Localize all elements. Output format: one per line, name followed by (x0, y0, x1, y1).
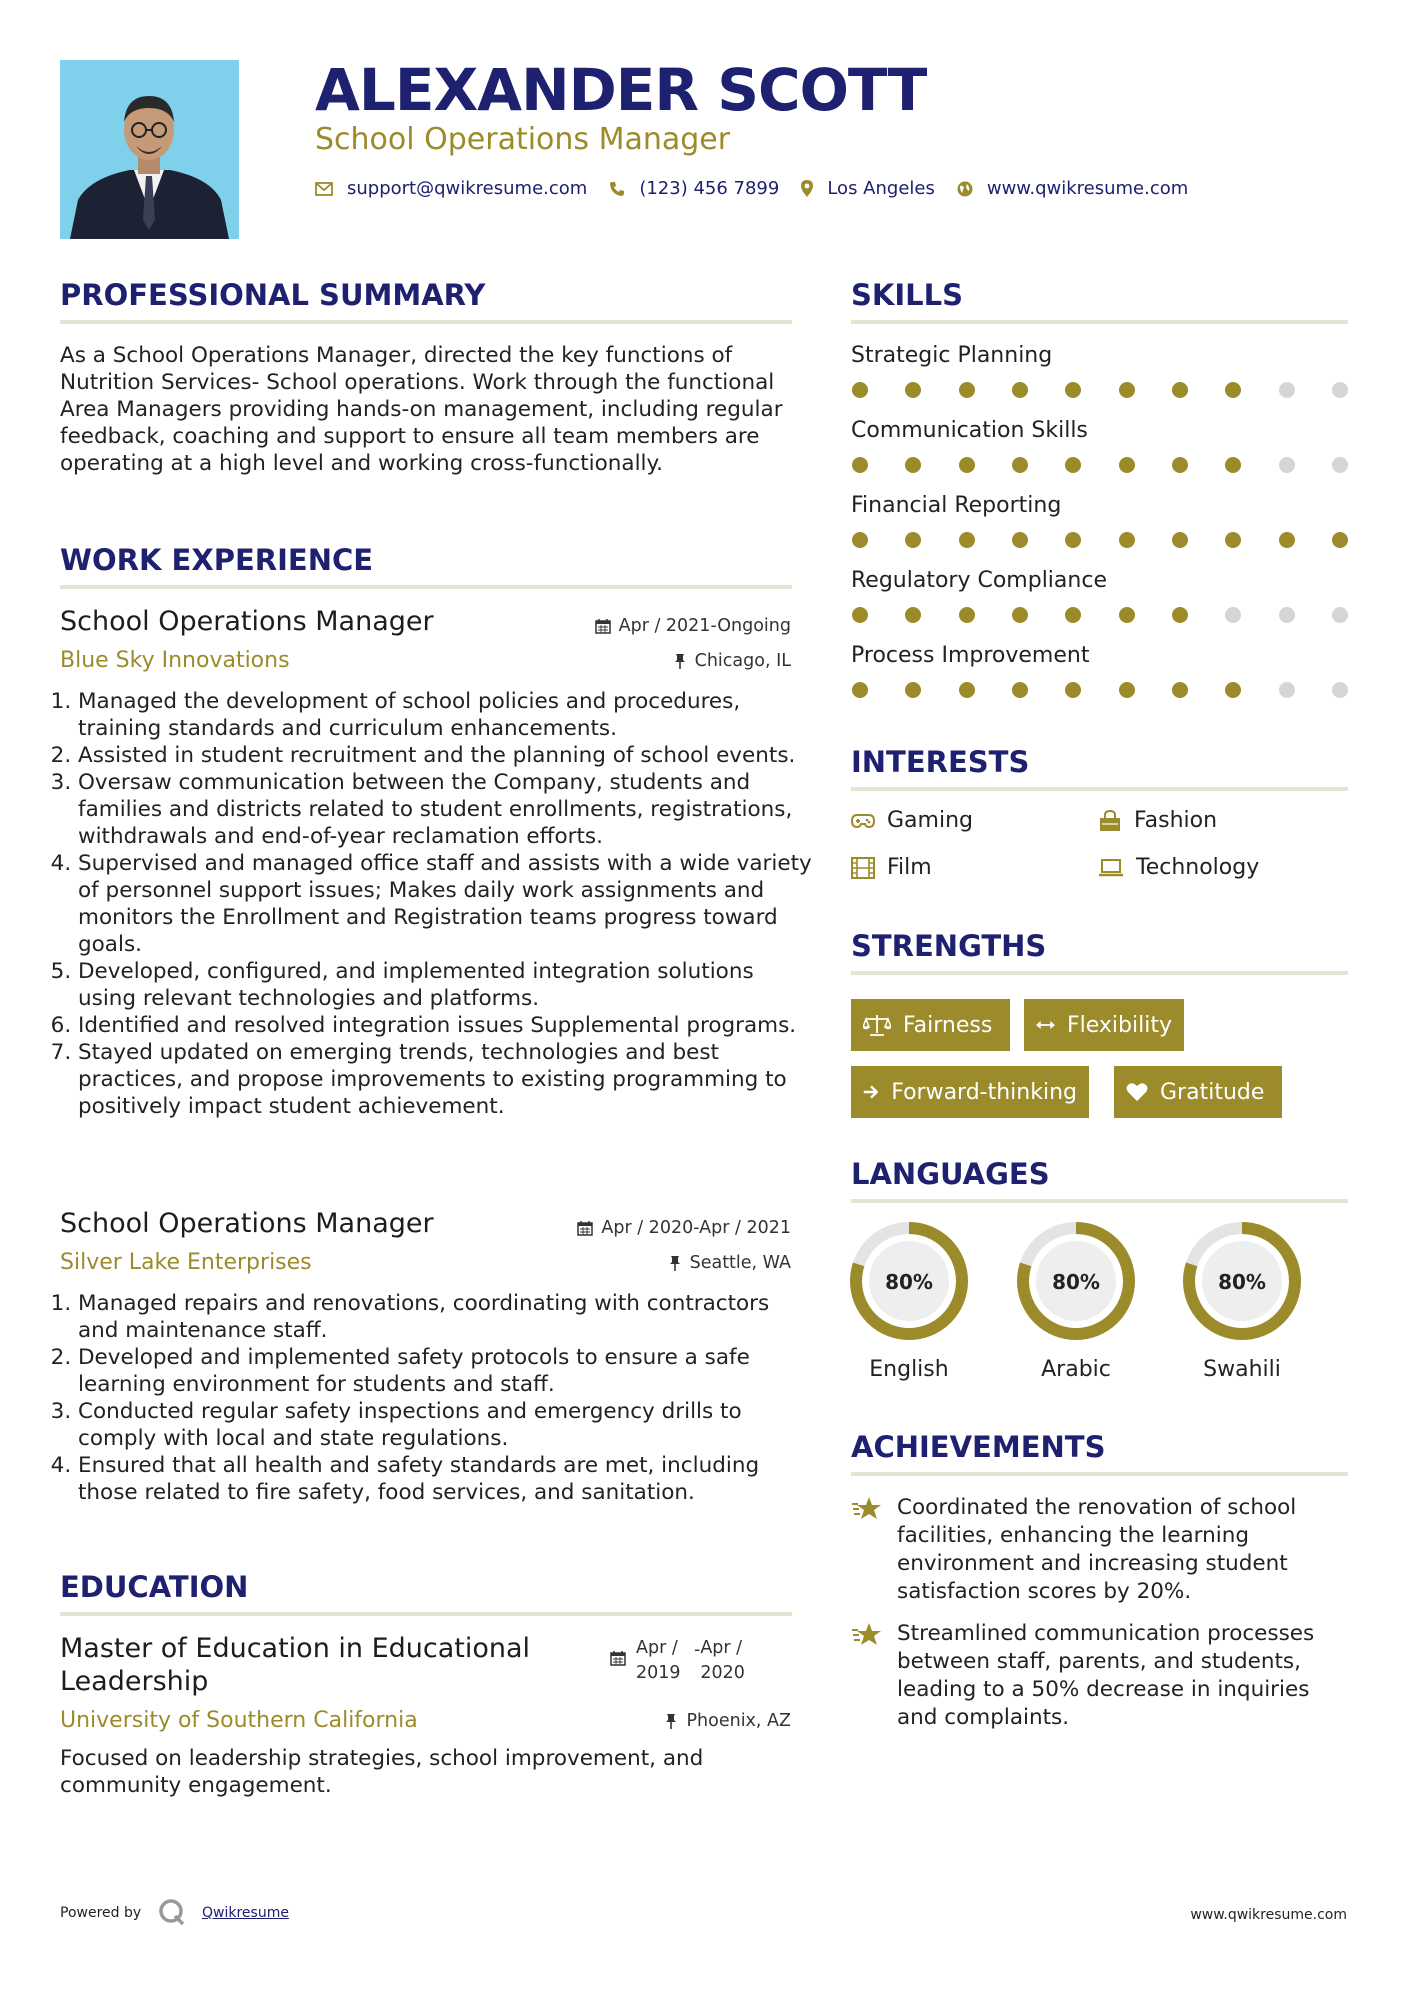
job-bullet: 6. Identified and resolved integration issues Supplemental programs. (78, 1012, 813, 1039)
map-marker-icon (801, 180, 813, 197)
pushpin-icon (668, 1255, 682, 1271)
calendar-icon (577, 1220, 593, 1236)
skills-heading: SKILLS (851, 278, 963, 312)
skill-dot-filled (1012, 382, 1028, 398)
skill-dot-filled (1065, 457, 1081, 473)
skill-dot-filled (1119, 607, 1135, 623)
skill-dot-filled (1119, 457, 1135, 473)
skill-dot-filled (1225, 382, 1241, 398)
contact-email[interactable] (315, 178, 587, 199)
strength-label: Forward-thinking (891, 1079, 1077, 1105)
skill-dot-filled (1065, 682, 1081, 698)
contact-phone[interactable] (609, 178, 779, 199)
skill-dot-filled (1172, 682, 1188, 698)
gamepad-icon (851, 813, 875, 829)
arrows-h-icon (1036, 1018, 1055, 1032)
job-dates (595, 616, 791, 636)
job-location-text: Seattle, WA (689, 1253, 791, 1273)
job-bullet: 1. Managed the development of school policies and procedures, training standards and curriculum enhancements. (78, 688, 813, 742)
summary-heading: PROFESSIONAL SUMMARY (60, 278, 486, 312)
calendar-icon (610, 1650, 626, 1666)
skill-dot-filled (1119, 532, 1135, 548)
job-dates-text: Apr / 2020-Apr / 2021 (601, 1218, 791, 1238)
job-location (673, 651, 791, 671)
calendar-icon (595, 618, 611, 634)
skill-rating (852, 532, 1348, 548)
education-location (664, 1711, 791, 1731)
language-proficiency-ring (847, 1219, 971, 1343)
job-dates (577, 1218, 791, 1238)
laptop-icon (1098, 858, 1124, 878)
job-bullet: 2. Developed and implemented safety protocols to ensure a safe learning environment for students and staff. (78, 1344, 813, 1398)
language-percent: 80% (1052, 1270, 1100, 1294)
skill-dot-filled (1119, 382, 1135, 398)
skill-dot-filled (905, 682, 921, 698)
skill-dot-filled (959, 382, 975, 398)
skill-dot-filled (959, 532, 975, 548)
skill-rating (852, 607, 1348, 623)
education-end: Apr / 2020 (700, 1638, 745, 1683)
skill-dot-empty (1279, 382, 1295, 398)
skill-name: Financial Reporting (851, 493, 1062, 518)
skill-dot-empty (1332, 682, 1348, 698)
achievements-divider (851, 1472, 1348, 1476)
language-name: Swahili (1203, 1357, 1281, 1382)
job-title: School Operations Manager (60, 606, 434, 637)
interest-item (1098, 808, 1217, 833)
strength-tag (851, 1066, 1089, 1118)
skill-dot-empty (1332, 457, 1348, 473)
education-location-text: Phoenix, AZ (686, 1711, 791, 1731)
strengths-divider (851, 971, 1348, 975)
interest-label: Gaming (887, 808, 973, 833)
skill-rating (852, 682, 1348, 698)
language-percent: 80% (1218, 1270, 1266, 1294)
interest-label: Fashion (1134, 808, 1218, 833)
skill-dot-filled (1065, 532, 1081, 548)
skill-dot-empty (1279, 457, 1295, 473)
envelope-icon (315, 182, 333, 196)
contact-location-text: Los Angeles (827, 178, 935, 199)
skill-name: Strategic Planning (851, 343, 1053, 368)
experience-heading: WORK EXPERIENCE (60, 543, 374, 577)
star-award-icon (851, 1622, 883, 1648)
skill-dot-filled (1012, 607, 1028, 623)
pushpin-icon (664, 1713, 678, 1729)
skill-dot-filled (905, 382, 921, 398)
language-item (1014, 1219, 1138, 1382)
education-dates (610, 1636, 748, 1686)
skill-dot-filled (1279, 532, 1295, 548)
skill-dot-empty (1225, 607, 1241, 623)
balance-scale-icon (863, 1014, 891, 1036)
skill-dot-filled (905, 607, 921, 623)
skill-dot-filled (852, 382, 868, 398)
skill-rating (852, 457, 1348, 473)
strength-label: Flexibility (1067, 1012, 1172, 1038)
interest-item (851, 808, 973, 833)
skill-name: Communication Skills (851, 418, 1088, 443)
qwikresume-logo-icon (158, 1898, 186, 1926)
skill-rating (852, 382, 1348, 398)
heart-icon (1126, 1082, 1148, 1102)
job-bullets (60, 688, 813, 1120)
strength-tag (1024, 999, 1184, 1051)
candidate-title: School Operations Manager (315, 122, 731, 157)
interest-item (1098, 855, 1259, 880)
education-start: Apr / 2019 (636, 1638, 681, 1683)
phone-icon (609, 181, 625, 197)
skill-dot-filled (852, 532, 868, 548)
skill-dot-filled (1332, 532, 1348, 548)
skill-dot-filled (1172, 382, 1188, 398)
skill-dot-filled (1012, 682, 1028, 698)
skill-dot-filled (1225, 457, 1241, 473)
job-bullet: 4. Supervised and managed office staff and assists with a wide variety of personnel support issues; Makes daily work assignments and monitors the Enrollment and Registration teams progress toward goals. (78, 850, 813, 958)
language-proficiency-ring (1180, 1219, 1304, 1343)
interest-label: Technology (1136, 855, 1260, 880)
school-name: University of Southern California (60, 1708, 418, 1733)
interests-heading: INTERESTS (851, 745, 1030, 779)
interests-divider (851, 787, 1348, 791)
language-item (847, 1219, 971, 1382)
skill-dot-filled (1225, 682, 1241, 698)
skill-dot-filled (1119, 682, 1135, 698)
footer-website[interactable]: www.qwikresume.com (1190, 1907, 1347, 1923)
interest-item (851, 855, 932, 880)
skill-dot-filled (852, 682, 868, 698)
job-bullet: 5. Developed, configured, and implemented integration solutions using relevant technologies and platforms. (78, 958, 813, 1012)
job-dates-text: Apr / 2021-Ongoing (618, 616, 791, 636)
skill-name: Regulatory Compliance (851, 568, 1107, 593)
education-heading: EDUCATION (60, 1570, 249, 1604)
achievement-item (851, 1494, 1351, 1606)
job-bullets (60, 1290, 813, 1506)
summary-divider (60, 320, 792, 324)
skill-dot-filled (852, 607, 868, 623)
skill-dot-empty (1332, 607, 1348, 623)
person-portrait-icon (60, 60, 239, 239)
degree-title: Master of Education in Educational Leadership (60, 1633, 531, 1697)
skill-dot-filled (1225, 532, 1241, 548)
skill-dot-filled (1172, 607, 1188, 623)
achievement-text: Streamlined communication processes between staff, parents, and students, leading to a 50% decrease in inquiries and complaints. (897, 1621, 1315, 1730)
language-percent: 80% (885, 1270, 933, 1294)
skill-dot-empty (1332, 382, 1348, 398)
experience-divider (60, 585, 792, 589)
education-date-separator: - (694, 1640, 701, 1660)
skill-name: Process Improvement (851, 643, 1090, 668)
contact-location (801, 178, 935, 199)
strength-label: Gratitude (1160, 1079, 1265, 1105)
arrow-right-icon (863, 1083, 879, 1101)
skill-dot-filled (959, 457, 975, 473)
achievement-item (851, 1620, 1351, 1732)
job-bullet: 1. Managed repairs and renovations, coordinating with contractors and maintenance staff. (78, 1290, 813, 1344)
contact-email-text: support@qwikresume.com (347, 178, 588, 199)
skill-dot-empty (1279, 607, 1295, 623)
star-award-icon (851, 1496, 883, 1522)
language-proficiency-ring (1014, 1219, 1138, 1343)
job-bullet: 2. Assisted in student recruitment and the planning of school events. (78, 742, 813, 769)
job-location (668, 1253, 791, 1273)
skill-dot-filled (959, 682, 975, 698)
skill-dot-filled (1012, 532, 1028, 548)
pushpin-icon (673, 653, 687, 669)
qwikresume-link[interactable]: Qwikresume (202, 1905, 289, 1921)
skill-dot-empty (1279, 682, 1295, 698)
job-title: School Operations Manager (60, 1208, 434, 1239)
contact-phone-text: (123) 456 7899 (639, 178, 780, 199)
strength-label: Fairness (903, 1012, 993, 1038)
shopping-bag-icon (1098, 810, 1122, 832)
skill-dot-filled (1065, 607, 1081, 623)
skills-divider (851, 320, 1348, 324)
job-location-text: Chicago, IL (694, 651, 791, 671)
education-divider (60, 1612, 792, 1616)
skill-dot-filled (1172, 532, 1188, 548)
skill-dot-filled (905, 532, 921, 548)
contact-website-text: www.qwikresume.com (986, 178, 1189, 199)
job-bullet: 3. Conducted regular safety inspections and emergency drills to comply with local and state regulations. (78, 1398, 813, 1452)
language-name: English (869, 1357, 949, 1382)
job-bullet: 7. Stayed updated on emerging trends, technologies and best practices, and propose improvements to existing programming to positively impact student achievement. (78, 1039, 813, 1120)
strength-tag (851, 999, 1010, 1051)
contact-website[interactable] (957, 178, 1188, 199)
profile-photo (60, 60, 239, 239)
skill-dot-filled (852, 457, 868, 473)
strength-tag (1114, 1066, 1282, 1118)
contact-bar (315, 178, 1210, 199)
job-company: Blue Sky Innovations (60, 648, 290, 673)
globe-icon (957, 181, 973, 197)
language-name: Arabic (1041, 1357, 1111, 1382)
education-description: Focused on leadership strategies, school improvement, and community engagement. (60, 1746, 704, 1798)
languages-divider (851, 1199, 1348, 1203)
language-item (1180, 1219, 1304, 1382)
skill-dot-filled (1012, 457, 1028, 473)
languages-heading: LANGUAGES (851, 1157, 1050, 1191)
skill-dot-filled (959, 607, 975, 623)
achievement-text: Coordinated the renovation of school facilities, enhancing the learning environment and increasing student satisfaction scores by 20%. (897, 1495, 1297, 1604)
candidate-name: ALEXANDER SCOTT (315, 56, 927, 124)
powered-by-label: Powered by (60, 1905, 142, 1921)
job-bullet: 4. Ensured that all health and safety standards are met, including those related to fire safety, food services, and sanitation. (78, 1452, 813, 1506)
job-company: Silver Lake Enterprises (60, 1250, 312, 1275)
skill-dot-filled (905, 457, 921, 473)
achievements-heading: ACHIEVEMENTS (851, 1430, 1106, 1464)
interest-label: Film (887, 855, 932, 880)
film-icon (851, 857, 875, 879)
skill-dot-filled (1065, 382, 1081, 398)
strengths-heading: STRENGTHS (851, 929, 1047, 963)
summary-text: As a School Operations Manager, directed the key functions of Nutrition Services- School operations. Work through the functional Area Managers providing hands-on management, including regular feedback, coaching and support to ensure all team members are operating at a high level and working cross-functionally. (60, 343, 783, 476)
skill-dot-filled (1172, 457, 1188, 473)
job-bullet: 3. Oversaw communication between the Company, students and families and districts related to student enrollments, registrations, withdrawals and end-of-year reclamation efforts. (78, 769, 813, 850)
